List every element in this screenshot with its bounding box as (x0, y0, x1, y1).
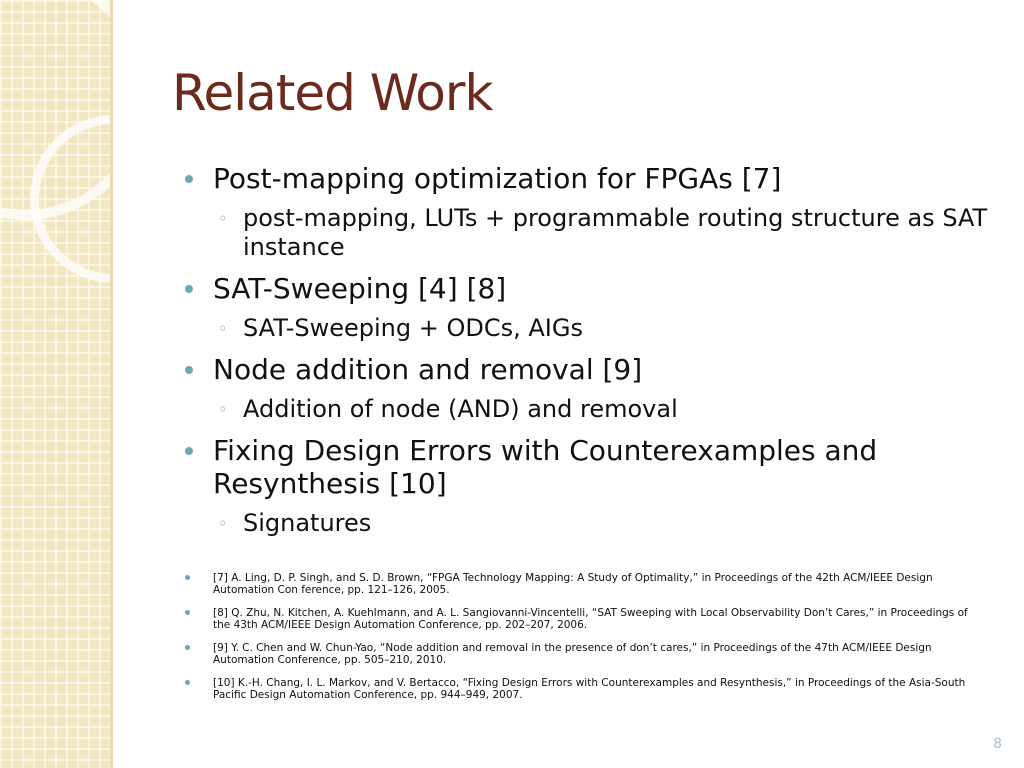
reference-text: [10] K.-H. Chang, I. L. Markov, and V. Bertacco, “Fixing Design Errors with Counterexamples and Resynthesis,” in Proceedings of the Asia-South Pacific Design Automation Conference, pp. 944–949, 2007. (213, 677, 966, 701)
band-divider (110, 0, 113, 768)
decorative-side-band (0, 0, 113, 768)
bullet-item (185, 162, 995, 195)
bullet-dot-icon (185, 175, 193, 183)
bullet-text: Fixing Design Errors with Counterexamples and Resynthesis [10] (213, 434, 878, 500)
bullet-dot-icon (185, 447, 193, 455)
sub-bullet-text: Addition of node (AND) and removal (243, 395, 678, 423)
sub-bullet-text: Signatures (243, 509, 372, 537)
reference-item (185, 607, 985, 631)
ring-bullet-icon: ◦ (218, 319, 228, 338)
sub-bullet-text: SAT-Sweeping + ODCs, AIGs (243, 314, 583, 342)
bullet-text: SAT-Sweeping [4] [8] (213, 272, 507, 305)
reference-text: [9] Y. C. Chen and W. Chun-Yao, “Node addition and removal in the presence of don’t cares,” in Proceedings of the 47th ACM/IEEE Design Automation Conference, pp. 505–210, 2010. (213, 642, 932, 666)
bullet-dot-icon (185, 575, 190, 580)
bullet-text: Post-mapping optimization for FPGAs [7] (213, 162, 782, 195)
ring-bullet-icon: ◦ (218, 209, 228, 228)
bullet-item (185, 434, 995, 500)
bullet-dot-icon (185, 610, 190, 615)
bullet-text: Node addition and removal [9] (213, 353, 643, 386)
sub-bullet-item (185, 509, 995, 538)
reference-text: [7] A. Ling, D. P. Singh, and S. D. Brown, “FPGA Technology Mapping: A Study of Optimality,” in Proceedings of the 42th ACM/IEEE Design Automation Con ference, pp. 121–126, 2005. (213, 572, 933, 596)
sub-bullet-text: post-mapping, LUTs + programmable routing structure as SAT instance (243, 204, 988, 261)
sub-bullet-item (185, 314, 995, 343)
bullet-item (185, 272, 995, 305)
sub-bullet-item (185, 395, 995, 424)
slide-title: Related Work (172, 64, 493, 122)
bullet-dot-icon (185, 645, 190, 650)
reference-item (185, 677, 985, 701)
reference-list (185, 572, 985, 712)
sub-bullet-item (185, 204, 995, 262)
bullet-item (185, 353, 995, 386)
bullet-dot-icon (185, 366, 193, 374)
reference-item (185, 642, 985, 666)
reference-item (185, 572, 985, 596)
bullet-list (185, 162, 995, 538)
bullet-dot-icon (185, 680, 190, 685)
ring-bullet-icon: ◦ (218, 514, 228, 533)
reference-text: [8] Q. Zhu, N. Kitchen, A. Kuehlmann, and A. L. Sangiovanni-Vincentelli, “SAT Sweeping with Local Observability Don’t Cares,” in Proceedings of the 43th ACM/IEEE Design Automation Conference, pp. 202–207, 2006. (213, 607, 968, 631)
page-number: 8 (993, 736, 1002, 752)
bullet-dot-icon (185, 285, 193, 293)
ring-bullet-icon: ◦ (218, 400, 228, 419)
